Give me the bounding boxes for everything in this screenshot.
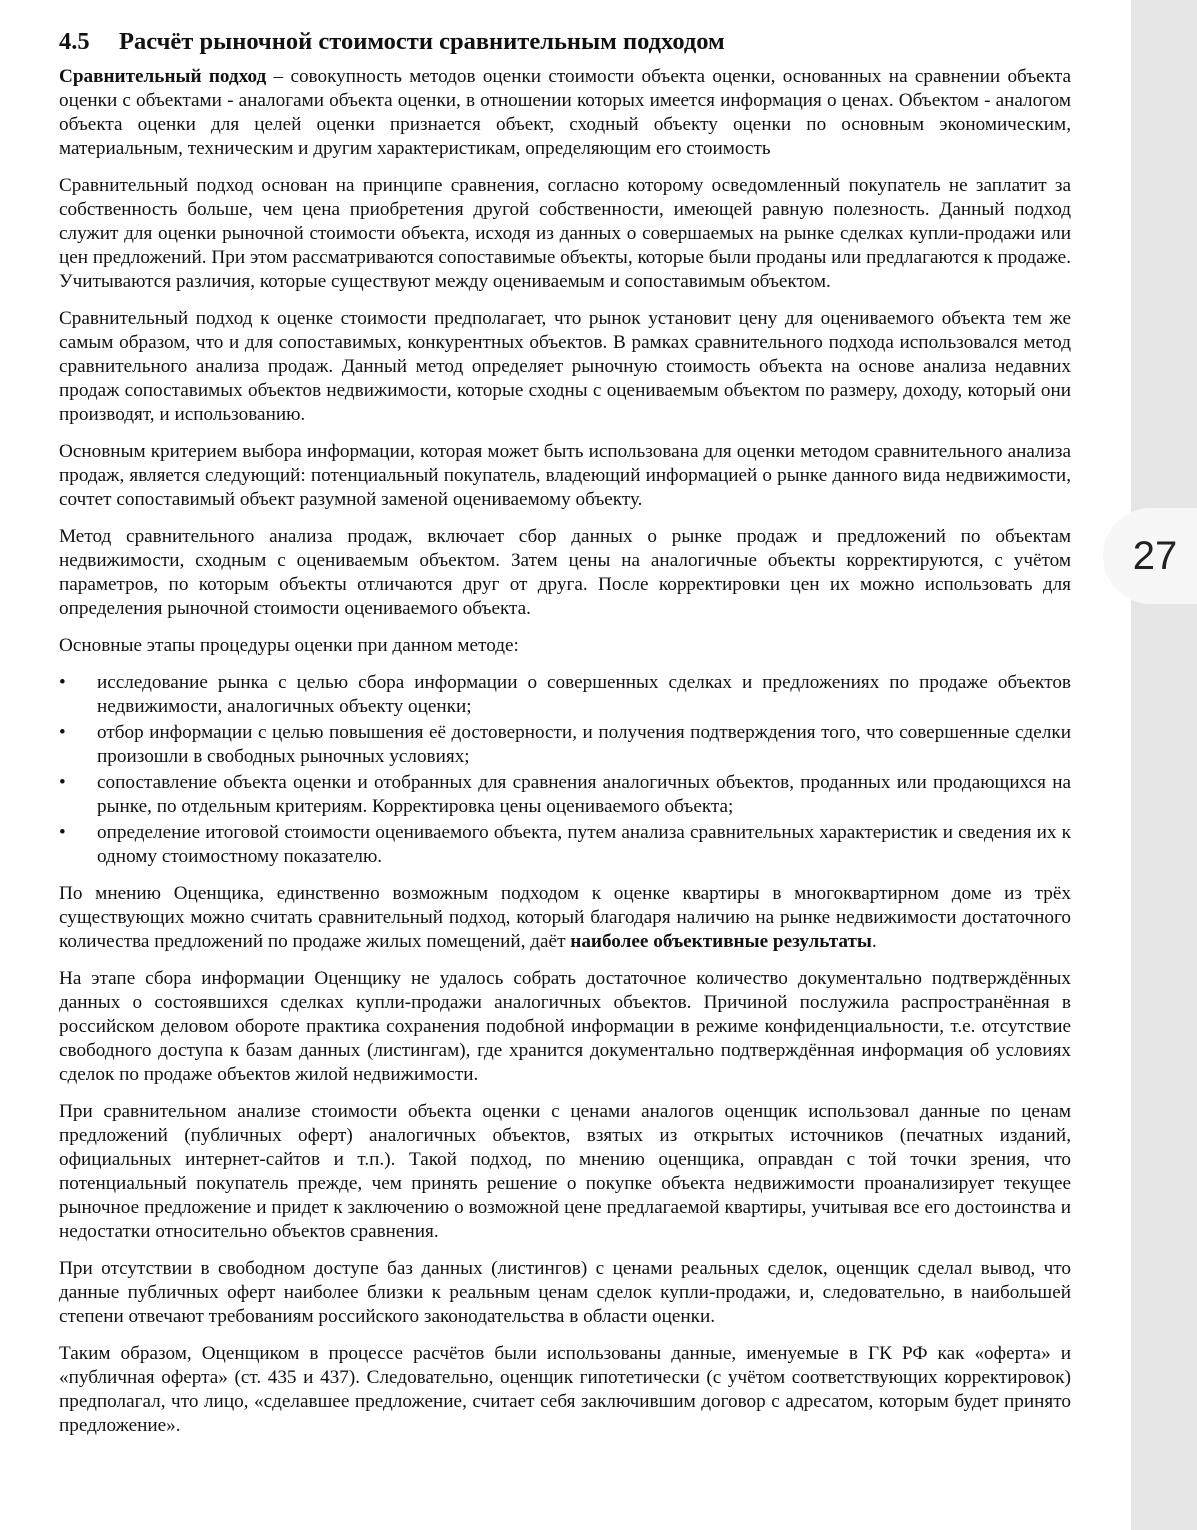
bullet-icon: •	[59, 772, 66, 793]
list-item-text: сопоставление объекта оценки и отобранных для сравнения аналогичных объектов, проданных или продающихся на рынке, по отдельным критериям. Корректировка цены оцениваемого объекта;	[97, 772, 1071, 817]
steps-list	[59, 671, 1071, 869]
paragraph: Метод сравнительного анализа продаж, включает сбор данных о рынке продаж и предложений по объектам недвижимости, сходным с оцениваемым объектом. Затем цены на аналогичные объекты корректируются, с учётом параметров, по которым объекты отличаются друг от друга. После корректировки цен их можно использовать для определения рыночной стоимости оцениваемого объекта.	[59, 526, 1071, 619]
term-bold: Сравнительный подход	[59, 66, 267, 87]
page-number-badge: 27	[1103, 508, 1197, 604]
bullet-icon: •	[59, 822, 66, 843]
paragraph: При отсутствии в свободном доступе баз данных (листингов) с ценами реальных сделок, оценщик сделал вывод, что данные публичных оферт наиболее близки к реальным ценам сделок купли-продажи, и, следовательно, в наибольшей степени отвечают требованиям российского законодательства в области оценки.	[59, 1258, 1071, 1327]
paragraph-text: По мнению Оценщика, единственно возможным подходом к оценке квартиры в многоквартирном доме из трёх существующих можно считать сравнительный подход, который благодаря наличию на рынке недвижимости достаточного количества предложений по продаже жилых помещений, даёт	[59, 883, 1071, 952]
paragraph: Основные этапы процедуры оценки при данном методе:	[59, 635, 519, 656]
bullet-icon: •	[59, 672, 66, 693]
viewer-side-gutter	[1131, 0, 1197, 1530]
list-item	[59, 771, 1071, 819]
paragraph: На этапе сбора информации Оценщику не удалось собрать достаточное количество документально подтверждённых данных о состоявшихся сделках купли-продажи аналогичных объектов. Причиной послужила распространённая в российском деловом обороте практика сохранения подобной информации в режиме конфиденциальности, т.е. отсутствие свободного доступа к базам данных (листингам), где хранится документально подтверждённая информация об условиях сделок по продаже объектов жилой недвижимости.	[59, 968, 1071, 1085]
paragraph: Сравнительный подход к оценке стоимости предполагает, что рынок установит цену для оцениваемого объекта тем же самым образом, что и для сопоставимых, конкурентных объектов. В рамках сравнительного подхода использовался метод сравнительного анализа продаж. Данный метод определяет рыночную стоимость объекта на основе анализа недавних продаж сопоставимых объектов недвижимости, которые сходны с оцениваемым объектом по размеру, доходу, который они производят, и использованию.	[59, 308, 1071, 425]
emphasis-bold: наиболее объективные результаты	[570, 931, 872, 952]
paragraph-conclusion	[59, 882, 1071, 954]
bullet-icon: •	[59, 722, 66, 743]
paragraph: Сравнительный подход основан на принципе сравнения, согласно которому осведомленный покупатель не заплатит за собственность больше, чем цена приобретения другой собственности, имеющей равную полезность. Данный подход служит для оценки рыночной стоимости объекта, исходя из данных о совершаемых на рынке сделках купли-продажи или цен предложений. При этом рассматриваются сопоставимые объекты, которые были проданы или предлагаются к продаже. Учитываются различия, которые существуют между оцениваемым и сопоставимым объектом.	[59, 175, 1071, 292]
list-item-text: отбор информации с целью повышения её достоверности, и получения подтверждения того, что совершенные сделки произошли в свободных рыночных условиях;	[97, 722, 1071, 767]
list-item	[59, 671, 1071, 719]
paragraph-definition	[59, 65, 1071, 161]
list-item-text: исследование рынка с целью сбора информации о совершенных сделках и предложениях по продаже объектов недвижимости, аналогичных объекту оценки;	[97, 672, 1071, 717]
paragraph: Таким образом, Оценщиком в процессе расчётов были использованы данные, именуемые в ГК РФ как «оферта» и «публичная оферта» (ст. 435 и 437). Следовательно, оценщик гипотетически (с учётом соответствующих корректировок) предполагал, что лицо, «сделавшее предложение, считает себя заключившим договор с адресатом, которым будет принято предложение».	[59, 1343, 1071, 1436]
paragraph-end: .	[871, 931, 877, 952]
list-item	[59, 821, 1071, 869]
list-item-text: определение итоговой стоимости оцениваемого объекта, путем анализа сравнительных характеристик и сведения их к одному стоимостному показателю.	[97, 822, 1071, 867]
paragraph: Основным критерием выбора информации, которая может быть использована для оценки методом сравнительного анализа продаж, является следующий: потенциальный покупатель, владеющий информацией о рынке данного вида недвижимости, сочтет сопоставимый объект разумной заменой оцениваемому объекту.	[59, 441, 1071, 510]
paragraph: При сравнительном анализе стоимости объекта оценки с ценами аналогов оценщик использовал данные по ценам предложений (публичных оферт) аналогичных объектов, взятых из открытых источников (печатных изданий, официальных интернет-сайтов и т.п.). Такой подход, по мнению оценщика, оправдан с той точки зрения, что потенциальный покупатель прежде, чем принять решение о покупке объекта недвижимости проанализирует текущее рыночное предложение и придет к заключению о возможной цене предлагаемой квартиры, учитывая все его достоинства и недостатки относительно объектов сравнения.	[59, 1101, 1071, 1242]
section-number: 4.5	[59, 28, 90, 55]
section-title: Расчёт рыночной стоимости сравнительным подходом	[119, 28, 725, 55]
list-item	[59, 721, 1071, 769]
section-heading	[59, 26, 1071, 58]
definition-text: – совокупность методов оценки стоимости объекта оценки, основанных на сравнении объекта оценки с объектами - аналогами объекта оценки, в отношении которых имеется информация о ценах. Объектом - аналогом объекта оценки для целей оценки признается объект, сходный объекту оценки по основным экономическим, материальным, техническим и другим характеристикам, определяющим его стоимость	[59, 66, 1071, 159]
page-content	[59, 26, 1071, 1451]
